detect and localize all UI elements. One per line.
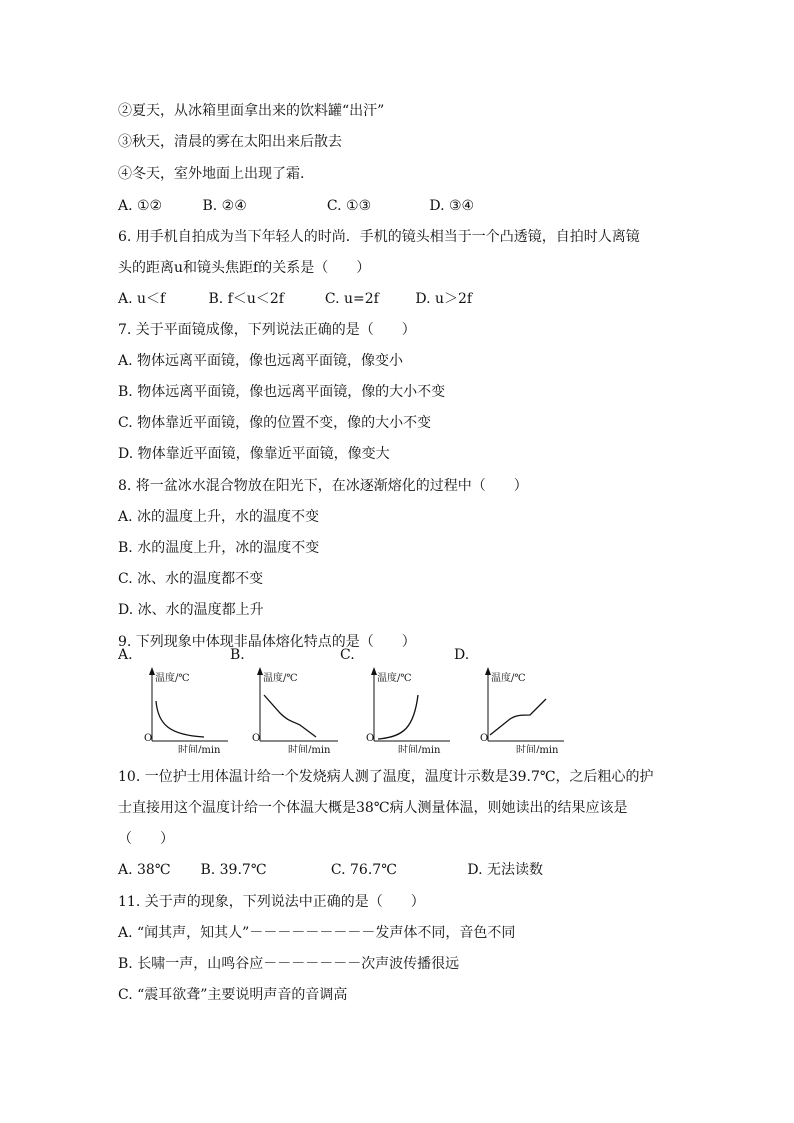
q6-text-1: 6. 用手机自拍成为当下年轻人的时尚．手机的镜头相当于一个凸透镜，自拍时人离镜 — [118, 229, 640, 245]
q9-graph-b-letter: B. — [230, 647, 245, 663]
q5-option-d: D. ③④ — [429, 198, 475, 214]
q9-stem: 9. 下列现象中体现非晶体熔化特点的是（ ） — [118, 634, 416, 650]
q10-text-3: （ ） — [118, 831, 174, 847]
q5-option-a: A. ①② — [118, 198, 163, 214]
q6-option-a: A. u＜f — [118, 291, 166, 307]
graph-b-origin: O — [252, 733, 261, 744]
q10-text-1: 10. 一位护士用体温计给一个发烧病人测了温度，温度计示数是39.7℃，之后粗心的护 — [118, 769, 654, 785]
question-item-3: ③秋天，清晨的雾在太阳出来后散去 — [118, 134, 342, 150]
q10-options — [118, 860, 543, 880]
question-item-4: ④冬天，室外地面上出现了霜. — [118, 166, 305, 182]
q11-option-a: A. “闻其声，知其人”－－－－－－－－－发声体不同，音色不同 — [118, 925, 516, 941]
q9-graph-options — [118, 647, 678, 755]
graph-b-ylabel: 温度/℃ — [263, 673, 298, 684]
q7-option-c: C. 物体靠近平面镜，像的位置不变，像的大小不变 — [118, 415, 432, 431]
graph-b-plot — [244, 665, 344, 753]
q10-option-b: B. 39.7℃ — [200, 862, 267, 878]
q6-option-d: D. u＞2f — [415, 291, 473, 307]
graph-c-ylabel: 温度/℃ — [377, 673, 412, 684]
graph-a-plot — [132, 665, 232, 753]
graph-a-xlabel: 时间/min — [178, 745, 221, 753]
q5-option-c: C. ①③ — [326, 198, 372, 214]
graph-c-plot — [354, 665, 454, 753]
q6-option-c: C. u=2f — [324, 291, 379, 307]
q8-option-c: C. 冰、水的温度都不变 — [118, 571, 264, 587]
q8-option-b: B. 水的温度上升，冰的温度不变 — [118, 540, 320, 556]
q9-graph-a-letter: A. — [118, 647, 133, 663]
graph-d-xlabel: 时间/min — [516, 745, 559, 753]
q11-stem: 11. 关于声的现象，下列说法中正确的是（ ） — [118, 894, 425, 910]
graph-d-ylabel: 温度/℃ — [491, 673, 526, 684]
q7-option-a: A. 物体远离平面镜，像也远离平面镜，像变小 — [118, 353, 404, 369]
q6-option-b: B. f＜u＜2f — [208, 291, 284, 307]
graph-c-xlabel: 时间/min — [398, 745, 441, 753]
q6-text-2: 头的距离u和镜头焦距f的关系是（ ） — [118, 260, 371, 276]
graph-b-xlabel: 时间/min — [288, 745, 331, 753]
graph-c-origin: O — [366, 733, 375, 744]
q5-option-b: B. ②④ — [202, 198, 247, 214]
graph-a-ylabel: 温度/℃ — [155, 673, 190, 684]
q6-options — [118, 289, 472, 309]
question-item-2: ②夏天，从冰箱里面拿出来的饮料罐“出汗” — [118, 103, 385, 119]
q8-stem: 8. 将一盆冰水混合物放在阳光下，在冰逐渐熔化的过程中（ ） — [118, 478, 528, 494]
q7-option-d: D. 物体靠近平面镜，像靠近平面镜，像变大 — [118, 446, 390, 462]
q9-graph-c-letter: C. — [340, 647, 355, 663]
q11-option-c: C. “震耳欲聋”主要说明声音的音调高 — [118, 987, 348, 1003]
graph-d-origin: O — [480, 733, 489, 744]
q10-option-d: D. 无法读数 — [467, 862, 543, 878]
q9-graph-d-letter: D. — [454, 647, 470, 663]
q8-option-a: A. 冰的温度上升，水的温度不变 — [118, 509, 320, 525]
q10-text-2: 士直接用这个温度计给一个体温大概是38℃病人测量体温，则她读出的结果应该是 — [118, 800, 628, 816]
q10-option-c: C. 76.7℃ — [330, 862, 397, 878]
q8-option-d: D. 冰、水的温度都上升 — [118, 602, 264, 618]
q10-option-a: A. 38℃ — [118, 862, 171, 878]
q7-option-b: B. 物体远离平面镜，像也远离平面镜，像的大小不变 — [118, 384, 446, 400]
q7-stem: 7. 关于平面镜成像，下列说法正确的是（ ） — [118, 322, 416, 338]
graph-a-origin: O — [144, 733, 153, 744]
graph-d-plot — [468, 665, 568, 753]
q5-options — [118, 196, 474, 216]
q11-option-b: B. 长啸一声，山鸣谷应－－－－－－－次声波传播很远 — [118, 956, 460, 972]
